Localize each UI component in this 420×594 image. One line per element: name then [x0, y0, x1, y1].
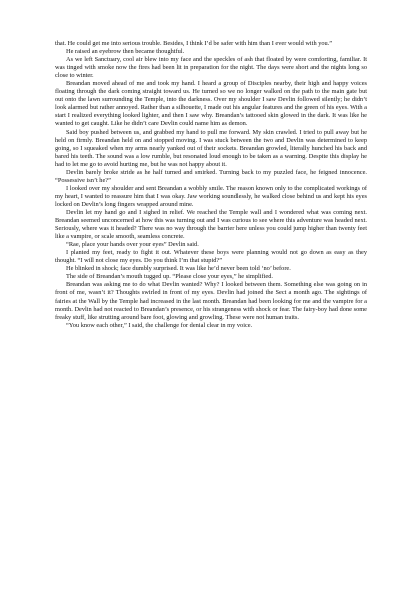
page-body [55, 40, 367, 330]
paragraph: The side of Breandan’s mouth tugged up. “Please close your eyes,” he simplified. [66, 273, 273, 281]
paragraph: As we left Sanctuary, cool air blew into my face and the speckles of ash that floated by were comforting, familiar. It was tinged with smoke now the fires had been lit in preparation for the night. The days were short and the nights long so close to winter. [55, 56, 367, 80]
paragraph: that. He could get me into serious trouble. Besides, I think I’d be safer with him than I ever would with you.” [55, 40, 333, 47]
paragraph: “Rae, place your hands over your eyes” Devlin said. [66, 241, 199, 249]
paragraph: I looked over my shoulder and sent Breandan a wobbly smile. The reason known only to the complicated workings of my heart, I wanted to reassure him that I was okay. Jaw working soundlessly, he walked close behind us and kept his eyes locked on Devlin’s long fingers wrapped around mine. [55, 184, 367, 208]
paragraph: Breandan was asking me to do what Devlin wanted? Why? I looked between them. Something else was going on in front of me, wasn’t it? Thoughts swirled in front of my eyes. Devlin had joined the Sect a month ago. The sightings of fairies at the Wall by the Temple had increased in the last month. Breandan had been looking for me and the vampire for a month. Devlin had not reacted to Breandan’s presence, or his strangeness with shock or fear. The fairy-boy had done some freaky stuff, like strutting around bare foot, glowing and growling. These were not human traits. [55, 281, 367, 321]
paragraph: Devlin barely broke stride as he half turned and smirked. Turning back to my puzzled face, he feigned innocence. “Possessive isn’t he?” [55, 168, 367, 184]
paragraph: Devlin let my hand go and I sighed in relief. We reached the Temple wall and I wondered what was coming next. Breandan seemed unconcerned at how this was turning out and I was curious to see where this adventure was headed next. Seriously, where was it headed? There was no way through the barrier here unless you could jump higher than twenty feet like a vampire, or scale smooth, seamless concrete. [55, 208, 367, 241]
paragraph: Said boy pushed between us, and grabbed my hand to pull me forward. My skin crawled. I tried to pull away but he held on firmly. Breandan held on and stopped moving. I was stuck between the two and Devlin was determined to keep going, so I squeaked when my arms nearly yanked out of their sockets. Breandan growled, literally hunched his back and bared his teeth. The sound was a low rumble, but resonated loud enough to be taken as a warning. Despite this display he had to let me go to avoid hurting me, but he was not happy about it. [55, 128, 367, 168]
paragraph: He raised an eyebrow then became thoughtful. [66, 48, 185, 56]
paragraph: He blinked in shock; face dumbly surprised. It was like he’d never been told ‘no’ before. [66, 265, 291, 273]
paragraph: I planted my feet, ready to fight it out. Whatever these boys were planning would not go down as easy as they thought. “I will not close my eyes. Do you think I’m that stupid?” [55, 249, 367, 265]
paragraph: Breandan moved ahead of me and took my hand. I heard a group of Disciples nearby, their high and happy voices floating through the dark coming straight toward us. He turned so we no longer walked on the path to the main gate but out onto the lawn surrounding the Temple, into the darkness. Over my shoulder I saw Devlin followed silently; he didn’t look alarmed but rather annoyed. Rather than a silhouette, I made out his angular features and the green of his eyes. With a start I realized everything looked lighter, and then I saw why. Breandan’s tattooed skin glowed in the dark. It was like he wanted to get caught. Like he didn’t care Devlin could name him as demon. [55, 80, 367, 128]
paragraph: “You know each other,” I said, the challenge for denial clear in my voice. [66, 321, 253, 329]
